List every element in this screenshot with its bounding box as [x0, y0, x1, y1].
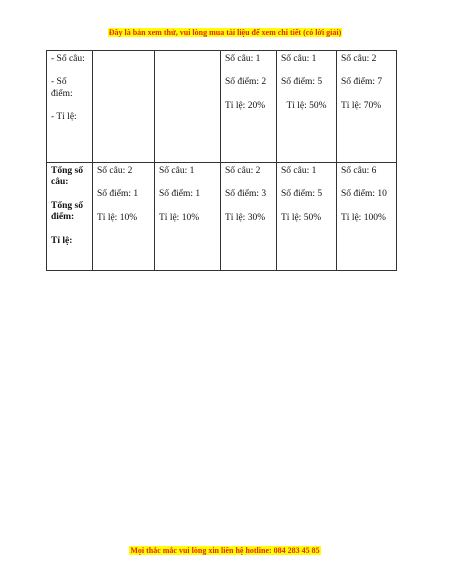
cell-ratio: Tỉ lệ: 50% [286, 100, 327, 111]
cell-score: Số điểm: 5 [281, 189, 323, 200]
cell-ratio: Tỉ lệ: 50% [281, 212, 322, 223]
cell-score: Số điểm: 7 [341, 77, 383, 88]
preview-notice-text: Đây là bản xem thử, vui lòng mua tài liệu để xem chi tiết (có lời giải) [108, 28, 342, 37]
label-total-questions: Tổng số câu: [51, 166, 83, 188]
table-cell [337, 51, 397, 163]
hotline-notice-text: Mọi thắc mắc vui lòng xin liên hệ hotline: 084 283 45 85 [130, 546, 320, 555]
preview-notice [0, 28, 450, 37]
cell-question-count: Số câu: 1 [225, 54, 261, 64]
cell-question-count: Số câu: 1 [281, 166, 317, 176]
total-label-cell [47, 163, 93, 271]
cell-ratio: Tỉ lệ: 30% [225, 212, 266, 223]
cell-question-count: Số câu: 1 [281, 54, 317, 64]
cell-question-count: Số câu: 2 [225, 166, 261, 176]
cell-ratio: Tỉ lệ: 10% [97, 212, 138, 223]
table-cell [337, 163, 397, 271]
empty-cell [155, 51, 221, 163]
label-total-score: Tổng số điểm: [51, 200, 83, 223]
table-cell [155, 163, 221, 271]
cell-question-count: Số câu: 6 [341, 166, 377, 176]
table-row-total [47, 163, 397, 271]
table-cell [93, 163, 155, 271]
cell-ratio: Tỉ lệ: 70% [341, 100, 382, 111]
label-total-ratio: Tỉ lệ: [51, 235, 73, 246]
cell-score: Số điểm: 2 [225, 77, 267, 88]
label-question-count: - Số câu: [51, 54, 85, 64]
cell-score: Số điểm: 1 [159, 189, 201, 200]
table-cell [277, 163, 337, 271]
cell-question-count: Số câu: 2 [97, 166, 133, 176]
cell-score: Số điểm: 5 [281, 77, 323, 88]
label-score: - Số điểm: [51, 77, 73, 99]
cell-ratio: Tỉ lệ: 100% [341, 212, 386, 223]
table-cell [221, 51, 277, 163]
cell-score: Số điểm: 1 [97, 189, 139, 200]
score-matrix-table [46, 50, 397, 271]
table-cell [277, 51, 337, 163]
cell-question-count: Số câu: 1 [159, 166, 195, 176]
label-ratio: - Tỉ lệ: [51, 112, 77, 123]
row-label-cell [47, 51, 93, 163]
cell-ratio: Tỉ lệ: 10% [159, 212, 200, 223]
cell-ratio: Tỉ lệ: 20% [225, 100, 266, 111]
cell-score: Số điểm: 3 [225, 189, 267, 200]
empty-cell [93, 51, 155, 163]
table-row [47, 51, 397, 163]
table-cell [221, 163, 277, 271]
cell-score: Số điểm: 10 [341, 189, 387, 200]
cell-question-count: Số câu: 2 [341, 54, 377, 64]
hotline-notice [0, 546, 450, 555]
